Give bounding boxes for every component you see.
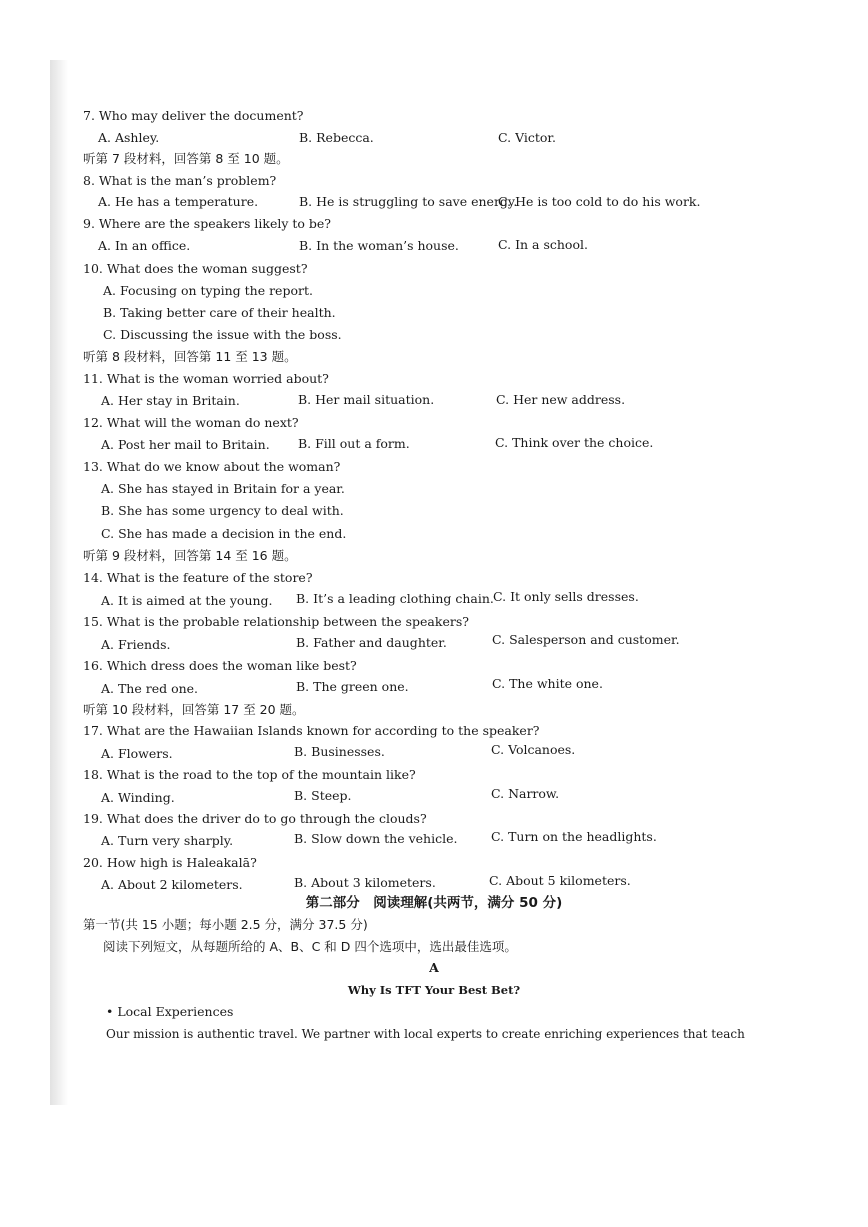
question-10-option-a: A. Focusing on typing the report. xyxy=(103,283,313,298)
question-20-option-a: A. About 2 kilometers. xyxy=(101,877,243,892)
question-18-option-b: B. Steep. xyxy=(294,788,352,803)
question-11-stem: 11. What is the woman worried about? xyxy=(83,371,329,386)
question-16-stem: 16. Which dress does the woman like best? xyxy=(83,658,357,673)
question-19-stem: 19. What does the driver do to go through the clouds? xyxy=(83,811,427,826)
passage-body-line: Our mission is authentic travel. We partner with local experts to create enriching experiences that teach xyxy=(106,1027,745,1041)
question-12-stem: 12. What will the woman do next? xyxy=(83,415,299,430)
question-19-option-a: A. Turn very sharply. xyxy=(101,833,234,848)
question-12-option-a: A. Post her mail to Britain. xyxy=(101,437,270,452)
question-18-option-a: A. Winding. xyxy=(101,790,175,805)
question-15-option-a: A. Friends. xyxy=(101,637,171,652)
question-8-option-a: A. He has a temperature. xyxy=(98,194,259,209)
question-16-option-b: B. The green one. xyxy=(296,679,409,694)
question-13-option-a: A. She has stayed in Britain for a year. xyxy=(101,481,345,496)
question-14-option-a: A. It is aimed at the young. xyxy=(101,593,273,608)
question-17-option-a: A. Flowers. xyxy=(101,746,173,761)
question-17-option-b: B. Businesses. xyxy=(294,744,385,759)
question-18-stem: 18. What is the road to the top of the mountain like? xyxy=(83,767,416,782)
question-9-option-b: B. In the woman’s house. xyxy=(299,238,459,253)
question-12-option-b: B. Fill out a form. xyxy=(298,436,410,451)
question-10-stem: 10. What does the woman suggest? xyxy=(83,261,308,276)
question-13-option-b: B. She has some urgency to deal with. xyxy=(101,503,344,518)
section-9-instruction: 听第 9 段材料，回答第 14 至 16 题。 xyxy=(83,548,297,563)
question-14-stem: 14. What is the feature of the store? xyxy=(83,570,313,585)
question-20-stem: 20. How high is Haleakalā? xyxy=(83,855,257,870)
part-2-section-1: 第一节(共 15 小题；每小题 2.5 分，满分 37.5 分) xyxy=(83,917,368,932)
passage-letter: A xyxy=(429,960,439,975)
part-2-instruction: 阅读下列短文，从每题所给的 A、B、C 和 D 四个选项中，选出最佳选项。 xyxy=(103,939,517,954)
question-15-option-c: C. Salesperson and customer. xyxy=(492,632,680,647)
question-13-option-c: C. She has made a decision in the end. xyxy=(101,526,347,541)
question-9-option-a: A. In an office. xyxy=(98,238,191,253)
question-19-option-b: B. Slow down the vehicle. xyxy=(294,831,458,846)
part-2-heading xyxy=(0,895,868,911)
question-20-option-c: C. About 5 kilometers. xyxy=(489,873,631,888)
bullet-local-experiences: • Local Experiences xyxy=(106,1004,234,1019)
question-17-option-c: C. Volcanoes. xyxy=(491,742,576,757)
section-10-instruction: 听第 10 段材料，回答第 17 至 20 题。 xyxy=(83,702,305,717)
part-2-heading-text: 第二部分 阅读理解(共两节，满分 50 分) xyxy=(305,895,563,911)
section-7-instruction: 听第 7 段材料，回答第 8 至 10 题。 xyxy=(83,151,289,166)
passage-title: Why Is TFT Your Best Bet? xyxy=(347,983,521,997)
question-7-option-a: A. Ashley. xyxy=(98,130,160,145)
question-10-option-b: B. Taking better care of their health. xyxy=(103,305,336,320)
question-9-stem: 9. Where are the speakers likely to be? xyxy=(83,216,332,231)
question-8-option-b: B. He is struggling to save energy. xyxy=(299,194,518,209)
question-7-stem: 7. Who may deliver the document? xyxy=(83,108,304,123)
question-11-option-b: B. Her mail situation. xyxy=(298,392,435,407)
question-12-option-c: C. Think over the choice. xyxy=(495,435,654,450)
question-16-option-a: A. The red one. xyxy=(101,681,199,696)
section-8-instruction: 听第 8 段材料，回答第 11 至 13 题。 xyxy=(83,349,297,364)
question-11-option-a: A. Her stay in Britain. xyxy=(101,393,240,408)
question-15-option-b: B. Father and daughter. xyxy=(296,635,447,650)
question-18-option-c: C. Narrow. xyxy=(491,786,560,801)
question-13-stem: 13. What do we know about the woman? xyxy=(83,459,341,474)
question-10-option-c: C. Discussing the issue with the boss. xyxy=(103,327,342,342)
question-7-option-c: C. Victor. xyxy=(498,130,556,145)
question-14-option-b: B. It’s a leading clothing chain. xyxy=(296,591,494,606)
question-14-option-c: C. It only sells dresses. xyxy=(493,589,639,604)
question-19-option-c: C. Turn on the headlights. xyxy=(491,829,657,844)
question-16-option-c: C. The white one. xyxy=(492,676,603,691)
question-15-stem: 15. What is the probable relationship between the speakers? xyxy=(83,614,469,629)
question-8-option-c: C. He is too cold to do his work. xyxy=(498,194,701,209)
question-11-option-c: C. Her new address. xyxy=(496,392,626,407)
question-17-stem: 17. What are the Hawaiian Islands known for according to the speaker? xyxy=(83,723,540,738)
passage-letter-wrapper xyxy=(0,960,868,976)
question-9-option-c: C. In a school. xyxy=(498,237,588,252)
question-20-option-b: B. About 3 kilometers. xyxy=(294,875,436,890)
question-7-option-b: B. Rebecca. xyxy=(299,130,374,145)
passage-title-wrapper xyxy=(0,982,868,998)
question-8-stem: 8. What is the man’s problem? xyxy=(83,173,277,188)
